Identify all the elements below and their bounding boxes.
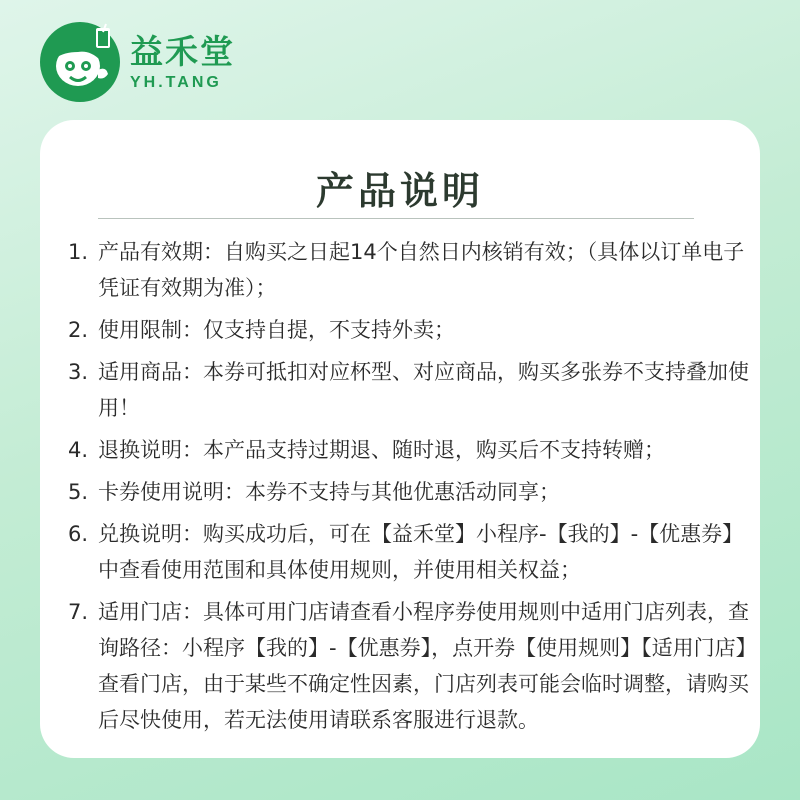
item-number: 5.: [68, 480, 89, 504]
item-text: 退换说明：本产品支持过期退、随时退，购买后不支持转赠；: [98, 438, 665, 462]
list-item: [68, 354, 758, 426]
list-item: [68, 516, 758, 588]
instruction-list: [68, 234, 758, 744]
brand-header: [40, 22, 235, 102]
item-text: 适用商品：本券可抵扣对应杯型、对应商品，购买多张券不支持叠加使用！: [98, 360, 749, 420]
card-title: 产品说明: [315, 168, 484, 213]
list-item: [68, 474, 758, 510]
item-number: 2.: [68, 318, 89, 342]
list-item: [68, 234, 758, 306]
product-info-card: [40, 120, 760, 758]
item-number: 3.: [68, 360, 89, 384]
brand-name-cn: 益禾堂: [130, 32, 235, 71]
item-number: 4.: [68, 438, 89, 462]
item-text: 适用门店：具体可用门店请查看小程序券使用规则中适用门店列表，查询路径：小程序【我的】-【优惠券】，点开券【使用规则】【适用门店】查看门店，由于某些不确定性因素，门店列表可能会临时调整，请购买后尽快使用，若无法使用请联系客服进行退款。: [98, 600, 757, 732]
item-number: 1.: [68, 240, 89, 264]
list-item: [68, 312, 758, 348]
item-number: 7.: [68, 600, 89, 624]
list-item: [68, 432, 758, 468]
item-text: 卡券使用说明：本券不支持与其他优惠活动同享；: [98, 480, 560, 504]
brand-text: [130, 31, 235, 93]
item-number: 6.: [68, 522, 89, 546]
mascot-logo-icon: [40, 22, 120, 102]
title-divider: [98, 218, 694, 219]
brand-name-en: YH.TANG: [130, 74, 222, 91]
item-text: 使用限制：仅支持自提，不支持外卖；: [98, 318, 455, 342]
item-text: 兑换说明：购买成功后，可在【益禾堂】小程序-【我的】-【优惠券】中查看使用范围和具体使用规则，并使用相关权益；: [98, 522, 744, 582]
list-item: [68, 594, 758, 738]
item-text: 产品有效期：自购买之日起14个自然日内核销有效；（具体以订单电子凭证有效期为准）；: [98, 240, 745, 300]
